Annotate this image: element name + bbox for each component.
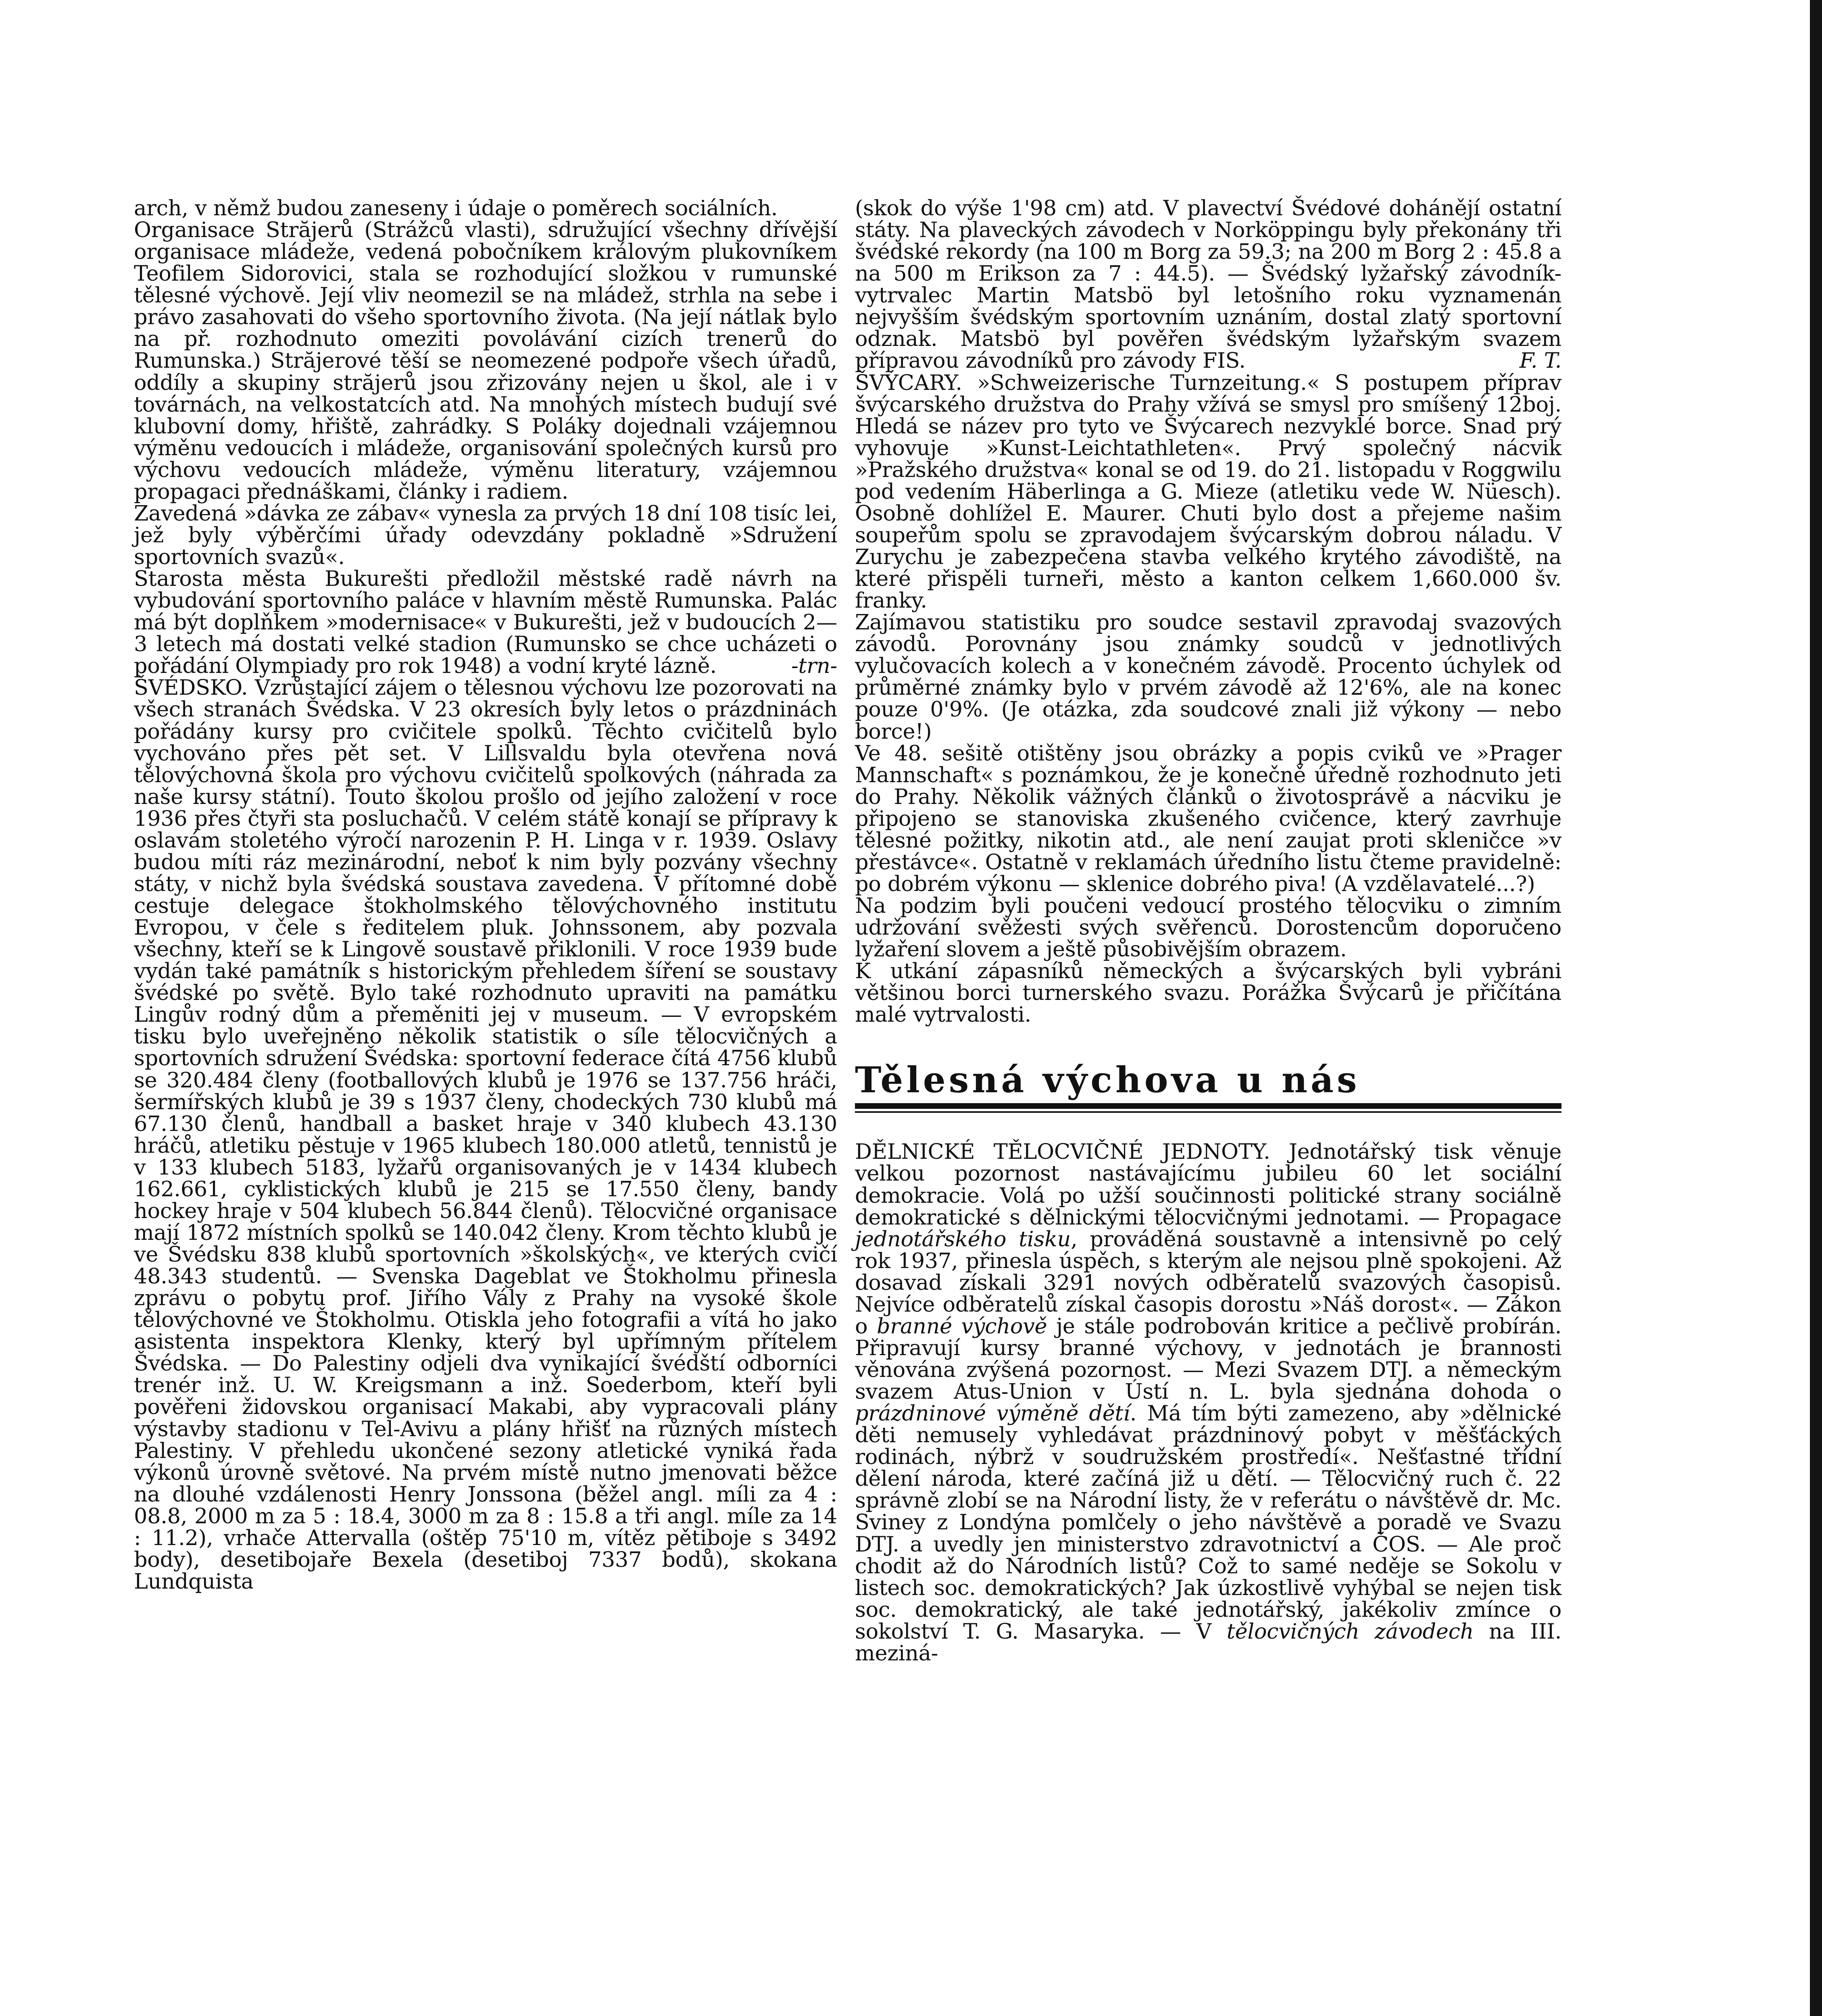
para-davka: Zavedená »dávka ze zábav« vynesla za prvých 18 dní 108 tisíc lei, jež byly výběrčími úřady odevzdány pokladně »Sdružení sportovních svazů«.	[134, 501, 837, 569]
para-svedsko: ŠVÉDSKO. Vzrůstající zájem o tělesnou výchovu lze pozorovati na všech stranách Švédska. V 23 okresích byly letos o prázdninách pořádány kursy pro cvičitele spolků. Těchto cvičitelů bylo vychováno přes pět set. V Lillsvaldu byla otevřena nová tělovýchovná škola pro výchovu cvičitelů spolkových (náhrada za naše kursy státní). Touto školou prošlo od jejího založení v roce 1936 přes čtyři sta posluchačů. V celém státě konají se přípravy k oslavám stoletého výročí narozenin P. H. Linga v r. 1939. Oslavy budou míti ráz mezinárodní, neboť k nim byly pozvány všechny státy, v nichž byla švédská soustava zavedena. V přítomné době cestuje delegace štokholmského tělovýchovného institutu Evropou, v čele s ředitelem pluk. Johnssonem, aby pozvala všechny, kteří se k Lingově soustavě přiklonili. V roce 1939 bude vydán také památník s historickým přehledem šíření se soustavy švédské po světě. Bylo také rozhodnuto upraviti na památku Lingův rodný dům a přeměniti jej v museum. — V evropském tisku bylo uveřejněno několik statistik o síle tělocvičných a sportovních sdružení Švédska: sportovní federace čítá 4756 klubů se 320.484 členy (footballových klubů je 1976 se 137.756 hráči, šermířských klubů je 39 s 1937 členy, chodeckých 730 klubů má 67.130 členů, handball a basket hraje v 340 klubech 43.130 hráčů, atletiku pěstuje v 1965 klubech 180.000 atletů, tennistů je v 133 klubech 5183, lyžařů organisovaných je v 1434 klubech 162.661, cyklistických klubů je 215 se 17.550 členy, bandy hockey hraje v 504 klubech 56.844 členů). Tělocvičné organisace mají 1872 místních spolků se 140.042 členy. Krom těchto klubů je ve Švédsku 838 klubů sportovních »školských«, ve kterých cvičí 48.343 studentů. — Svenska Dageblat ve Štokholmu přinesla zprávu o pobytu prof. Jiřího Vály z Prahy na vysoké škole tělovýchovné ve Štokholmu. Otiskla jeho fotografii a vítá ho jako asistenta inspektora Klenky, který byl upřímným přítelem Švédska. — Do Palestiny odjeli dva vynikající švédští odborníci trenér inž. U. W. Kreigsmann a inž. Soederbom, kteří byli pověřeni židovskou organisací Makabi, aby vypracovali plány výstavby stadionu v Tel-Avivu a plány hřišť na různých místech Palestiny. V přehledu ukončené sezony atletické vyniká řada výkonů úrovně světové. Na prvém místě nutno jmenovati běžce na dlouhé vzdálenosti Henry Jonssona (běžel angl. míli za 4 : 08.8, 2000 m za 5 : 18.4, 3000 m za 8 : 15.8 a tři angl. míle za 14 : 11.2), vrhače Attervalla (oštěp 75'10 m, vítěz pětiboje s 3492 body), desetibojaře Bexela (desetiboj 7337 bodů), skokana Lundquista	[134, 675, 837, 1594]
para-svycary: ŠVÝCARY. »Schweizerische Turnzeitung.« S postupem příprav švýcarského družstva do Prahy vžívá se smysl pro smíšený 12boj. Hledá se název pro tyto ve Švýcarech nezvyklé borce. Snad prý vyhovuje »Kunst-Leichtathleten«. Prvý společný nácvik »Pražského družstva« konal se od 19. do 21. listopadu v Roggwilu pod vedením Häberlinga a G. Mieze (atletiku vede W. Nüesch). Osobně dohlížel E. Maurer. Chuti bylo dost a přejeme našim soupeřům spolu se zpravodajem švýcarským dobrou náladu. V Zurychu je zabezpečena stavba velkého krytého závodiště, na které přispěli turneři, město a kanton celkem 1,660.000 šv. franky.	[855, 370, 1561, 613]
dtj-emphasis-1: jednotářského tisku	[855, 1227, 1071, 1252]
dtj-part-3: je stále podrobován kritice a pečlivě probírán. Připravují kursy branné výchovy, v jednotách je brannosti věnována zvýšená pozornost. — Mezi Svazem DTJ. a německým svazem Atus-Union v Ústí n. L. byla sjednána dohoda o	[855, 1314, 1561, 1404]
para-sesit: Ve 48. sešitě otištěny jsou obrázky a popis cviků ve »Prager Mannschaft« s poznámkou, že je konečně úředně rozhodnuto jeti do Prahy. Několik vážných článků o životosprávě a nácviku je připojeno se stanoviska zkušeného cvičence, který zavrhuje tělesné požitky, nikotin atd., ale není zaujat proti skleničce »v přestávce«. Ostatně v reklamách úředního listu čteme pravidelně: po dobrém výkonu — sklenice dobrého piva! (A vzdělavatelé...?)	[855, 741, 1561, 896]
dtj-emphasis-4: tělocvičných závodech	[1226, 1619, 1474, 1644]
para-statistika: Zajímavou statistiku pro soudce sestavil zpravodaj svazových závodů. Porovnány jsou známky soudců v jednotlivých vylučovacích kolech a v konečném závodě. Procento úchylek od průměrné známky bylo v prvém závodě až 12'6%, ale na konec pouze 0'9%. (Je otázka, zda soudcové znali již výkony — nebo borce!)	[855, 610, 1561, 744]
section-heading: Tělesná výchova u nás	[855, 1059, 1360, 1101]
dtj-part-5: na III. meziná-	[855, 1619, 1561, 1666]
heading-rule-thin	[855, 1111, 1561, 1113]
signature-sweden: F. T.	[1519, 348, 1561, 373]
left-column	[134, 198, 837, 1593]
heading-rule	[855, 1103, 1561, 1109]
scan-edge-right	[1810, 0, 1822, 2016]
para-svedsko-cont-text: (skok do výše 1'98 cm) atd. V plavectví Švédové dohánějí ostatní státy. Na plaveckých závodech v Norköppingu byly překonány tři švédské rekordy (na 100 m Borg za 59.3; na 200 m Borg 2 : 45.8 a na 500 m Erikson za 7 : 44.5). — Švédský lyžařský závodník-vytrvalec Martin Matsbö byl letošního roku vyznamenán nejvyšším švédským sportovním uznáním, dostal zlatý sportovní odznak. Matsbö byl pověřen švédským lyžařským svazem přípravou závodníků pro závody FIS.	[855, 196, 1561, 373]
para-bukurest	[134, 568, 837, 677]
dtj-part-1: DĚLNICKÉ TĚLOCVIČNÉ JEDNOTY. Jednotářský tisk věnuje velkou pozornost nastávajícímu jubileu 60 let sociální demokracie. Volá po užší součinnosti politické strany sociálně demokratické s dělnickými tělocvičnými jednotami. — Propagace	[855, 1139, 1561, 1230]
para-archive: arch, v němž budou zaneseny i údaje o poměrech sociálních.	[134, 196, 778, 221]
dtj-emphasis-3: prázdninové výměně dětí	[855, 1401, 1130, 1426]
para-podzim: Na podzim byli poučeni vedoucí prostého tělocviku o zimním udržování svěžesti svých svěřenců. Dorostencům doporučeno lyžaření slovem a ještě působivějším obrazem.	[855, 893, 1561, 962]
para-zapasnici: K utkání zápasníků německých a švýcarských byli vybráni většinou borci turnerského svazu. Porážka Švýcarů je přičítána malé vytrvalosti.	[855, 959, 1561, 1027]
para-strajeri: Organisace Străjerů (Strážců vlasti), sdružující všechny dřívější organisace mládeže, vedená pobočníkem královým plukovníkem Teofilem Sidorovici, stala se rozhodující složkou v rumunské tělesné výchově. Její vliv neomezil se na mládež, strhla na sebe i právo zasahovati do všeho sportovního života. (Na její nátlak bylo na př. rozhodnuto omeziti povolávání cizích trenerů do Rumunska.) Străjerové těší se neomezené podpoře všech úřadů, oddíly a skupiny străjerů jsou zřizovány nejen u škol, ale i v továrnách, na velkostatcích atd. Na mnohých místech budují své klubovní domy, hřiště, zahrádky. S Poláky dojednali vzájemnou výměnu vedoucích i mládeže, organisování společných kursů pro výchovu vedoucích mládeže, výměnu literatury, vzájemnou propagaci přednáškami, články i radiem.	[134, 218, 837, 504]
dtj-emphasis-2: branné výchově	[876, 1314, 1047, 1339]
signature-romania: -trn-	[791, 654, 837, 679]
para-dtj	[855, 1141, 1561, 1664]
dtj-part-2: , prováděná soustavně a intensivně po celý rok 1937, přinesla úspěch, s kterým ale nejsou plně spokojeni. Až dosavad získali 3291 nových odběratelů svazových časopisů. Nejvíce odběratelů získal časopis dorostu »Náš dorost«. — Zákon o	[855, 1227, 1561, 1339]
para-bukurest-text: Starosta města Bukurešti předložil městské radě návrh na vybudování sportovního paláce v hlavním městě Rumunska. Palác má být doplňkem »modernisace« v Bukurešti, jež v budoucích 2—3 letech má dostati velké stadion (Rumunsko se chce ucházeti o pořádání Olympiady pro rok 1948) a vodní kryté lázně.	[134, 566, 837, 679]
dtj-part-4: . Má tím býti zamezeno, aby »dělnické děti nemusely vyhledávat prázdninový pobyt v měšťáckých rodinách, nýbrž v soudružském prostředí«. Nešťastné třídní dělení národa, které začíná již u dětí. — Tělocvičný ruch č. 22 správně zlobí se na Národní listy, že v referátu o návštěvě dr. Mc. Sviney z Londýna pomlčely o jeho návštěvě a poradě ve Svazu DTJ. a uvedly jen ministerstvo zdravotnictví a ČOS. — Ale proč chodit až do Národních listů? Což to samé neděje se Sokolu v listech soc. demokratických? Jak úzkostlivě vyhýbal se nejen tisk soc. demokratický, ale také jednotářský, jakékoliv zmínce o sokolství T. G. Masaryka. — V	[855, 1401, 1561, 1644]
right-column	[855, 198, 1561, 1664]
para-svedsko-cont	[855, 198, 1561, 372]
